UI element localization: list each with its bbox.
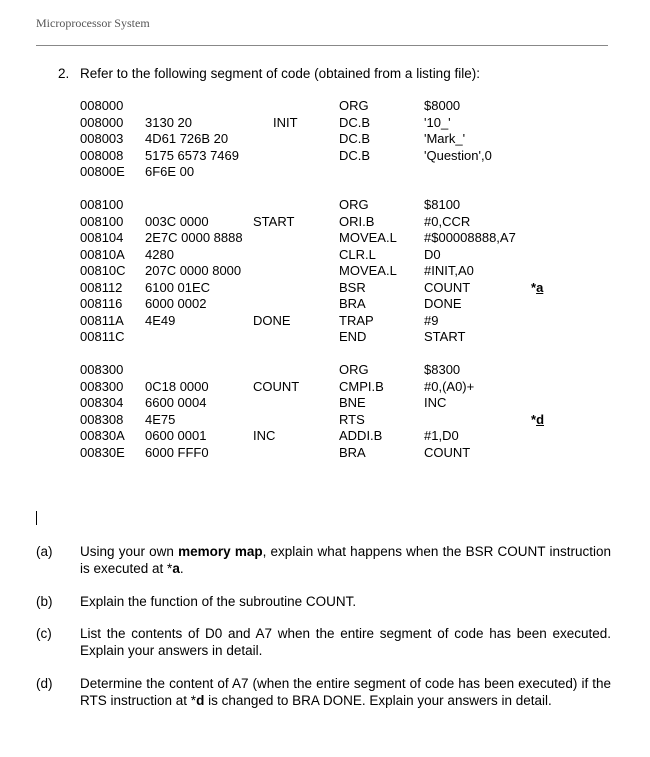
code-label: DONE [253, 312, 291, 328]
header-divider [36, 45, 608, 46]
code-address: 008003 [80, 131, 124, 146]
code-line [0, 214, 650, 230]
part-text [80, 675, 611, 709]
code-address: 00830E [80, 444, 125, 460]
code-line [0, 263, 650, 279]
part-text-segment: Explain the function of the subroutine COUNT. [80, 594, 357, 609]
code-line [0, 379, 650, 395]
page-header-title: Microprocessor System [36, 16, 150, 30]
code-label: INC [253, 428, 276, 443]
code-address: 008304 [80, 395, 124, 410]
part-label: (b) [36, 594, 53, 609]
marker-letter: d [536, 411, 545, 427]
code-operand: #$00008888,A7 [424, 230, 516, 245]
code-address: 008008 [80, 147, 124, 163]
code-address: 008000 [80, 114, 124, 130]
code-opcode: TRAP [339, 312, 374, 328]
code-object: 207C 0000 8000 [145, 263, 242, 278]
code-operand: #1,D0 [424, 428, 459, 443]
code-object: 6000 FFF0 [145, 444, 209, 460]
code-object: 4E75 [145, 411, 176, 427]
emphasized-text: a [172, 561, 180, 576]
code-object: 4D61 726B 20 [145, 131, 229, 146]
code-opcode: BRA [339, 444, 366, 460]
code-opcode: BNE [339, 395, 366, 410]
code-object: 4E49 [145, 312, 176, 328]
code-opcode: MOVEA.L [339, 230, 397, 245]
code-address: 008112 [80, 279, 123, 295]
code-address: 008100 [80, 213, 124, 229]
question-number: 2. [58, 66, 70, 81]
code-line [0, 395, 650, 411]
code-opcode: END [339, 329, 367, 344]
code-operand: #0,CCR [424, 213, 471, 229]
code-line [0, 197, 650, 213]
code-label: INIT [273, 114, 298, 130]
code-line [0, 428, 650, 444]
code-line [0, 445, 650, 461]
emphasized-text: memory map [178, 544, 263, 559]
code-opcode: DC.B [339, 114, 371, 130]
part-text-segment: , explain what happens when the BSR COUNT instruction is executed at * [80, 544, 611, 576]
part-label: (a) [36, 544, 53, 559]
code-opcode: ORG [339, 362, 369, 377]
text-cursor [36, 511, 37, 525]
code-line [0, 362, 650, 378]
code-object: 6600 0004 [145, 395, 207, 410]
code-object: 4280 [145, 246, 174, 262]
part-text [80, 593, 611, 610]
code-operand: D0 [424, 246, 441, 262]
code-address: 008104 [80, 230, 124, 245]
code-line [0, 98, 650, 114]
code-line [0, 247, 650, 263]
code-object: 003C 0000 [145, 213, 209, 229]
code-address: 00830A [80, 428, 125, 443]
code-operand: COUNT [424, 279, 471, 295]
code-opcode: ADDI.B [339, 428, 383, 443]
code-opcode: ORI.B [339, 213, 375, 229]
code-object: 5175 6573 7469 [145, 147, 239, 163]
code-label: START [253, 213, 295, 229]
code-address: 00811C [80, 329, 125, 344]
code-address: 00810C [80, 263, 126, 278]
code-opcode: BSR [339, 279, 366, 295]
instruction-marker: *a [531, 279, 544, 295]
part-text-segment: Determine the content of A7 (when the entire segment of code has been executed) if the RTS instruction at * [80, 676, 611, 708]
part-text-segment: is changed to BRA DONE. Explain your answers in detail. [204, 693, 552, 708]
code-object: 6F6E 00 [145, 164, 195, 179]
part-text-segment: . [179, 561, 184, 576]
code-operand: #0,(A0)+ [424, 378, 475, 394]
code-line [0, 164, 650, 180]
code-object: 6000 0002 [145, 296, 207, 311]
question-text: Refer to the following segment of code (obtained from a listing file): [80, 66, 480, 81]
emphasized-text: d [196, 693, 205, 708]
code-operand: 'Question',0 [424, 147, 492, 163]
question-heading [58, 66, 480, 81]
code-opcode: CMPI.B [339, 378, 384, 394]
code-address: 008308 [80, 411, 124, 427]
code-object: 0600 0001 [145, 428, 207, 443]
code-line [0, 131, 650, 147]
code-line [0, 329, 650, 345]
code-object: 0C18 0000 [145, 378, 209, 394]
code-opcode: ORG [339, 98, 369, 113]
code-operand: $8300 [424, 362, 461, 377]
part-text-segment: Using your own [80, 544, 179, 559]
code-address: 008300 [80, 362, 124, 377]
code-line [0, 148, 650, 164]
part-text [80, 625, 611, 659]
code-address: 008100 [80, 197, 124, 212]
part-label: (d) [36, 676, 53, 691]
code-line [0, 313, 650, 329]
code-operand: COUNT [424, 444, 471, 460]
part-label: (c) [36, 626, 52, 641]
code-line [0, 230, 650, 246]
part-text [80, 543, 611, 577]
code-operand: $8100 [424, 197, 461, 212]
part-text-segment: List the contents of D0 and A7 when the entire segment of code has been executed. Explain your answers in detail. [80, 626, 611, 658]
code-opcode: MOVEA.L [339, 263, 397, 278]
code-operand: $8000 [424, 98, 461, 113]
code-line [0, 412, 650, 428]
code-address: 008116 [80, 296, 123, 311]
marker-letter: a [536, 279, 544, 295]
code-opcode: DC.B [339, 131, 371, 146]
code-line [0, 280, 650, 296]
instruction-marker: *d [531, 411, 545, 427]
code-opcode: DC.B [339, 147, 371, 163]
code-operand: DONE [424, 296, 462, 311]
code-opcode: ORG [339, 197, 369, 212]
code-operand: #9 [424, 312, 439, 328]
code-operand: '10_' [424, 114, 451, 130]
code-operand: #INIT,A0 [424, 263, 474, 278]
code-operand: 'Mark_' [424, 131, 466, 146]
code-opcode: RTS [339, 411, 365, 427]
code-object: 2E7C 0000 8888 [145, 230, 243, 245]
code-label: COUNT [253, 378, 300, 394]
code-object: 6100 01EC [145, 279, 211, 295]
code-address: 008000 [80, 98, 124, 113]
code-address: 008300 [80, 378, 124, 394]
code-address: 00800E [80, 164, 125, 179]
code-line [0, 296, 650, 312]
code-line [0, 115, 650, 131]
code-opcode: CLR.L [339, 246, 376, 262]
code-address: 00810A [80, 246, 125, 262]
code-opcode: BRA [339, 296, 366, 311]
code-operand: INC [424, 395, 447, 410]
code-operand: START [424, 329, 466, 344]
code-address: 00811A [80, 312, 124, 328]
code-object: 3130 20 [145, 114, 192, 130]
